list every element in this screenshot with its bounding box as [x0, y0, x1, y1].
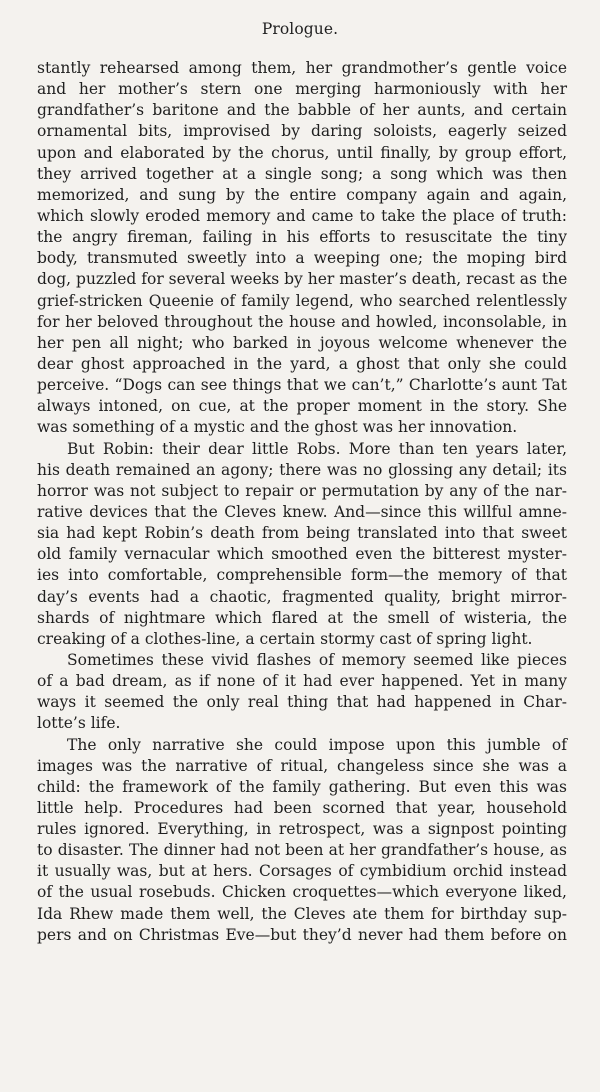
text-line: images was the narrative of ritual, changeless since she was a	[37, 756, 567, 775]
text-line: and her mother’s stern one merging harmoniously with her	[37, 80, 567, 99]
text-line: old family vernacular which smoothed even the bitterest myster-	[37, 545, 567, 564]
text-line: of the usual rosebuds. Chicken croquettes—which everyone liked,	[37, 883, 567, 902]
text-line: body, transmuted sweetly into a weeping one; the moping bird	[37, 249, 567, 268]
text-line: The only narrative she could impose upon this jumble of	[67, 735, 567, 754]
text-line: stantly rehearsed among them, her grandmother’s gentle voice	[37, 59, 567, 77]
text-line: pers and on Christmas Eve—but they’d never had them before on	[37, 925, 567, 944]
text-line: shards of nightmare which flared at the smell of wisteria, the	[37, 608, 567, 627]
text-line: to disaster. The dinner had not been at her grandfather’s house, as	[37, 841, 567, 860]
text-line: child: the framework of the family gathering. But even this was	[37, 777, 567, 796]
text-line: day’s events had a chaotic, fragmented quality, bright mirror-	[37, 587, 567, 606]
paragraph	[37, 58, 567, 439]
text-line: Sometimes these vivid flashes of memory seemed like pieces	[67, 650, 567, 669]
text-line: memorized, and sung by the entire company again and again,	[37, 185, 567, 204]
text-line: sia had kept Robin’s death from being translated into that sweet	[37, 524, 567, 543]
text-line: Ida Rhew made them well, the Cleves ate them for birthday sup-	[37, 904, 567, 923]
text-line: which slowly eroded memory and came to take the place of truth:	[37, 206, 567, 225]
text-line: lotte’s life.	[37, 714, 121, 733]
text-line: creaking of a clothes-line, a certain stormy cast of spring light.	[37, 629, 533, 648]
paragraph	[37, 735, 567, 946]
text-line: ies into comfortable, comprehensible form—the memory of that	[37, 566, 567, 585]
text-line: perceive. “Dogs can see things that we can’t,” Charlotte’s aunt Tat	[37, 376, 567, 395]
text-line: was something of a mystic and the ghost was her innovation.	[37, 418, 518, 437]
text-line: for her beloved throughout the house and howled, inconsolable, in	[37, 312, 567, 331]
text-line: rules ignored. Everything, in retrospect, was a signpost pointing	[37, 820, 567, 839]
text-line: dog, puzzled for several weeks by her master’s death, recast as the	[37, 270, 568, 289]
text-line: rative devices that the Cleves knew. And—since this willful amne-	[37, 502, 567, 521]
text-line: But Robin: their dear little Robs. More than ten years later,	[67, 439, 567, 458]
text-line: upon and elaborated by the chorus, until finally, by group effort,	[37, 143, 567, 162]
text-line: ways it seemed the only real thing that had happened in Char-	[37, 693, 567, 712]
paragraph	[37, 650, 567, 735]
text-line: it usually was, but at hers. Corsages of cymbidium orchid instead	[37, 862, 567, 881]
text-line: grief-stricken Queenie of family legend, who searched relentlessly	[37, 291, 567, 310]
text-line: dear ghost approached in the yard, a ghost that only she could	[37, 354, 567, 373]
text-line: grandfather’s baritone and the babble of her aunts, and certain	[37, 101, 567, 120]
text-line: his death remained an agony; there was no glossing any detail; its	[37, 460, 567, 479]
paragraph	[37, 439, 567, 650]
text-line: her pen all night; who barked in joyous welcome whenever the	[37, 333, 567, 352]
text-line: little help. Procedures had been scorned that year, household	[37, 798, 567, 817]
text-line: of a bad dream, as if none of it had ever happened. Yet in many	[37, 672, 567, 691]
text-line: horror was not subject to repair or permutation by any of the nar-	[37, 481, 567, 500]
text-line: always intoned, on cue, at the proper moment in the story. She	[37, 397, 567, 416]
text-line: ornamental bits, improvised by daring soloists, eagerly seized	[37, 122, 567, 141]
text-line: the angry fireman, failing in his efforts to resuscitate the tiny	[37, 228, 567, 247]
text-line: they arrived together at a single song; a song which was then	[37, 164, 567, 183]
body-text	[37, 58, 567, 946]
running-head: Prologue.	[261, 20, 339, 38]
